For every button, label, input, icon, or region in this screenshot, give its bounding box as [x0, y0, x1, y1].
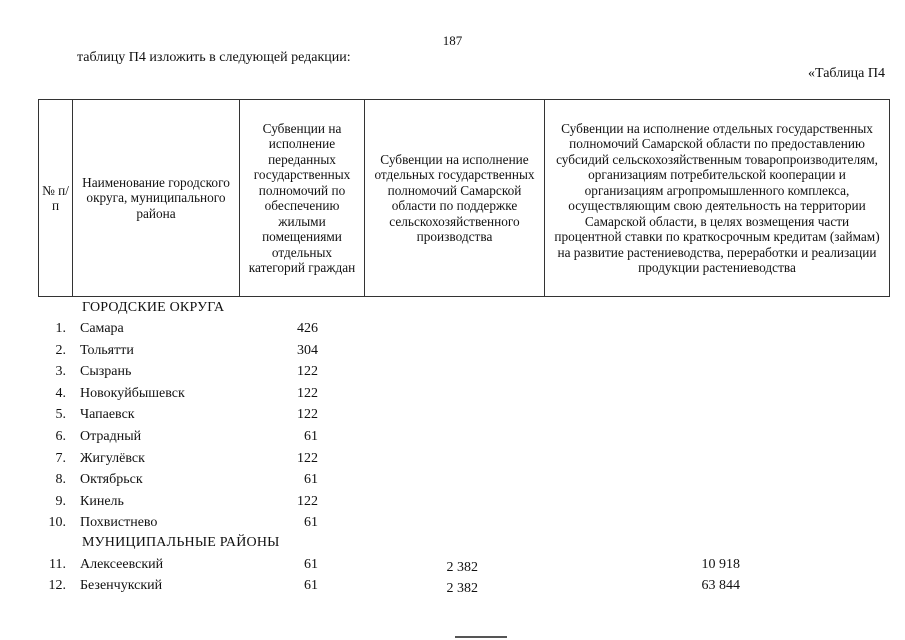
row-number: 5. [55, 407, 66, 423]
table-row [0, 407, 905, 428]
page-number: 187 [442, 33, 463, 48]
header-name: Наименование городского округа, муниципального района [72, 100, 239, 296]
row-value-housing: 61 [304, 515, 318, 531]
row-name: Похвистнево [80, 515, 158, 531]
row-name: Чапаевск [80, 407, 135, 423]
row-number: 2. [55, 342, 66, 358]
header-number: № п/п [42, 182, 69, 213]
table-row [0, 343, 905, 364]
table-row [0, 472, 905, 493]
row-value-credit: 63 844 [701, 578, 740, 593]
row-name: Алексеевский [80, 557, 164, 572]
row-value-housing: 61 [304, 578, 318, 593]
row-value-housing: 122 [297, 385, 318, 401]
row-name: Безенчукский [80, 578, 163, 593]
row-number: 4. [55, 385, 66, 401]
row-value-credit: 10 918 [701, 557, 740, 572]
row-value-agriculture: 2 382 [446, 560, 478, 575]
table-row [0, 494, 905, 515]
row-number: 7. [55, 450, 66, 466]
row-name: Тольятти [80, 342, 134, 358]
row-value-housing: 122 [297, 493, 318, 509]
row-name: Сызрань [80, 364, 132, 380]
table-row [0, 451, 905, 472]
row-name: Самара [80, 321, 124, 336]
row-value-agriculture: 2 382 [446, 581, 478, 596]
table-row [0, 557, 905, 578]
table-row [0, 578, 905, 599]
row-value-housing: 61 [304, 472, 318, 488]
row-number: 3. [55, 364, 66, 380]
row-number: 10. [48, 515, 66, 531]
table-reference: «Таблица П4 [808, 66, 885, 81]
row-value-housing: 304 [297, 342, 318, 358]
row-name: Жигулёвск [80, 450, 145, 466]
row-number: 9. [55, 493, 66, 509]
row-name: Новокуйбышевск [80, 385, 185, 401]
table-row [0, 386, 905, 407]
row-value-housing: 61 [304, 429, 318, 444]
row-name: Кинель [80, 493, 124, 509]
row-number: 1. [55, 321, 66, 336]
intro-text: таблицу П4 изложить в следующей редакции: [77, 50, 351, 65]
row-value-housing: 61 [304, 557, 318, 572]
row-number: 12. [48, 578, 66, 593]
table-row [0, 515, 905, 536]
header-agriculture-subvention: Субвенции на исполнение отдельных государственных полномочий Самарской области по поддержке сельскохозяйственного производства [364, 100, 544, 296]
section-urban-districts: ГОРОДСКИЕ ОКРУГА [82, 300, 225, 315]
row-number: 8. [55, 472, 66, 488]
page-break-line [455, 636, 507, 638]
row-value-housing: 122 [297, 364, 318, 380]
row-value-housing: 122 [297, 450, 318, 466]
row-number: 11. [49, 557, 66, 572]
row-value-housing: 122 [297, 407, 318, 423]
section-municipal-districts: МУНИЦИПАЛЬНЫЕ РАЙОНЫ [82, 535, 280, 550]
row-name: Отрадный [80, 429, 142, 444]
table-row [0, 364, 905, 385]
table-header [38, 99, 890, 297]
header-credit-subvention: Субвенции на исполнение отдельных государственных полномочий Самарской области по предоставлению субсидий сельскохозяйственным товаропроизводителям, организациям потребительской кооперации и организациям агропромышленного комплекса, осуществляющим свою деятельность на территории Самарской области, в целях возмещения части процентной ставки по краткосрочным кредитам (займам) на развитие растениеводства, переработки и реализации продукции растениеводства [544, 100, 889, 296]
header-housing-subvention: Субвенции на исполнение переданных государственных полномочий по обеспечению жилыми помещениями отдельных категорий граждан [239, 100, 364, 296]
row-number: 6. [55, 429, 66, 444]
row-value-housing: 426 [297, 321, 318, 336]
table-row [0, 429, 905, 450]
table-row [0, 321, 905, 342]
row-name: Октябрьск [80, 472, 143, 488]
